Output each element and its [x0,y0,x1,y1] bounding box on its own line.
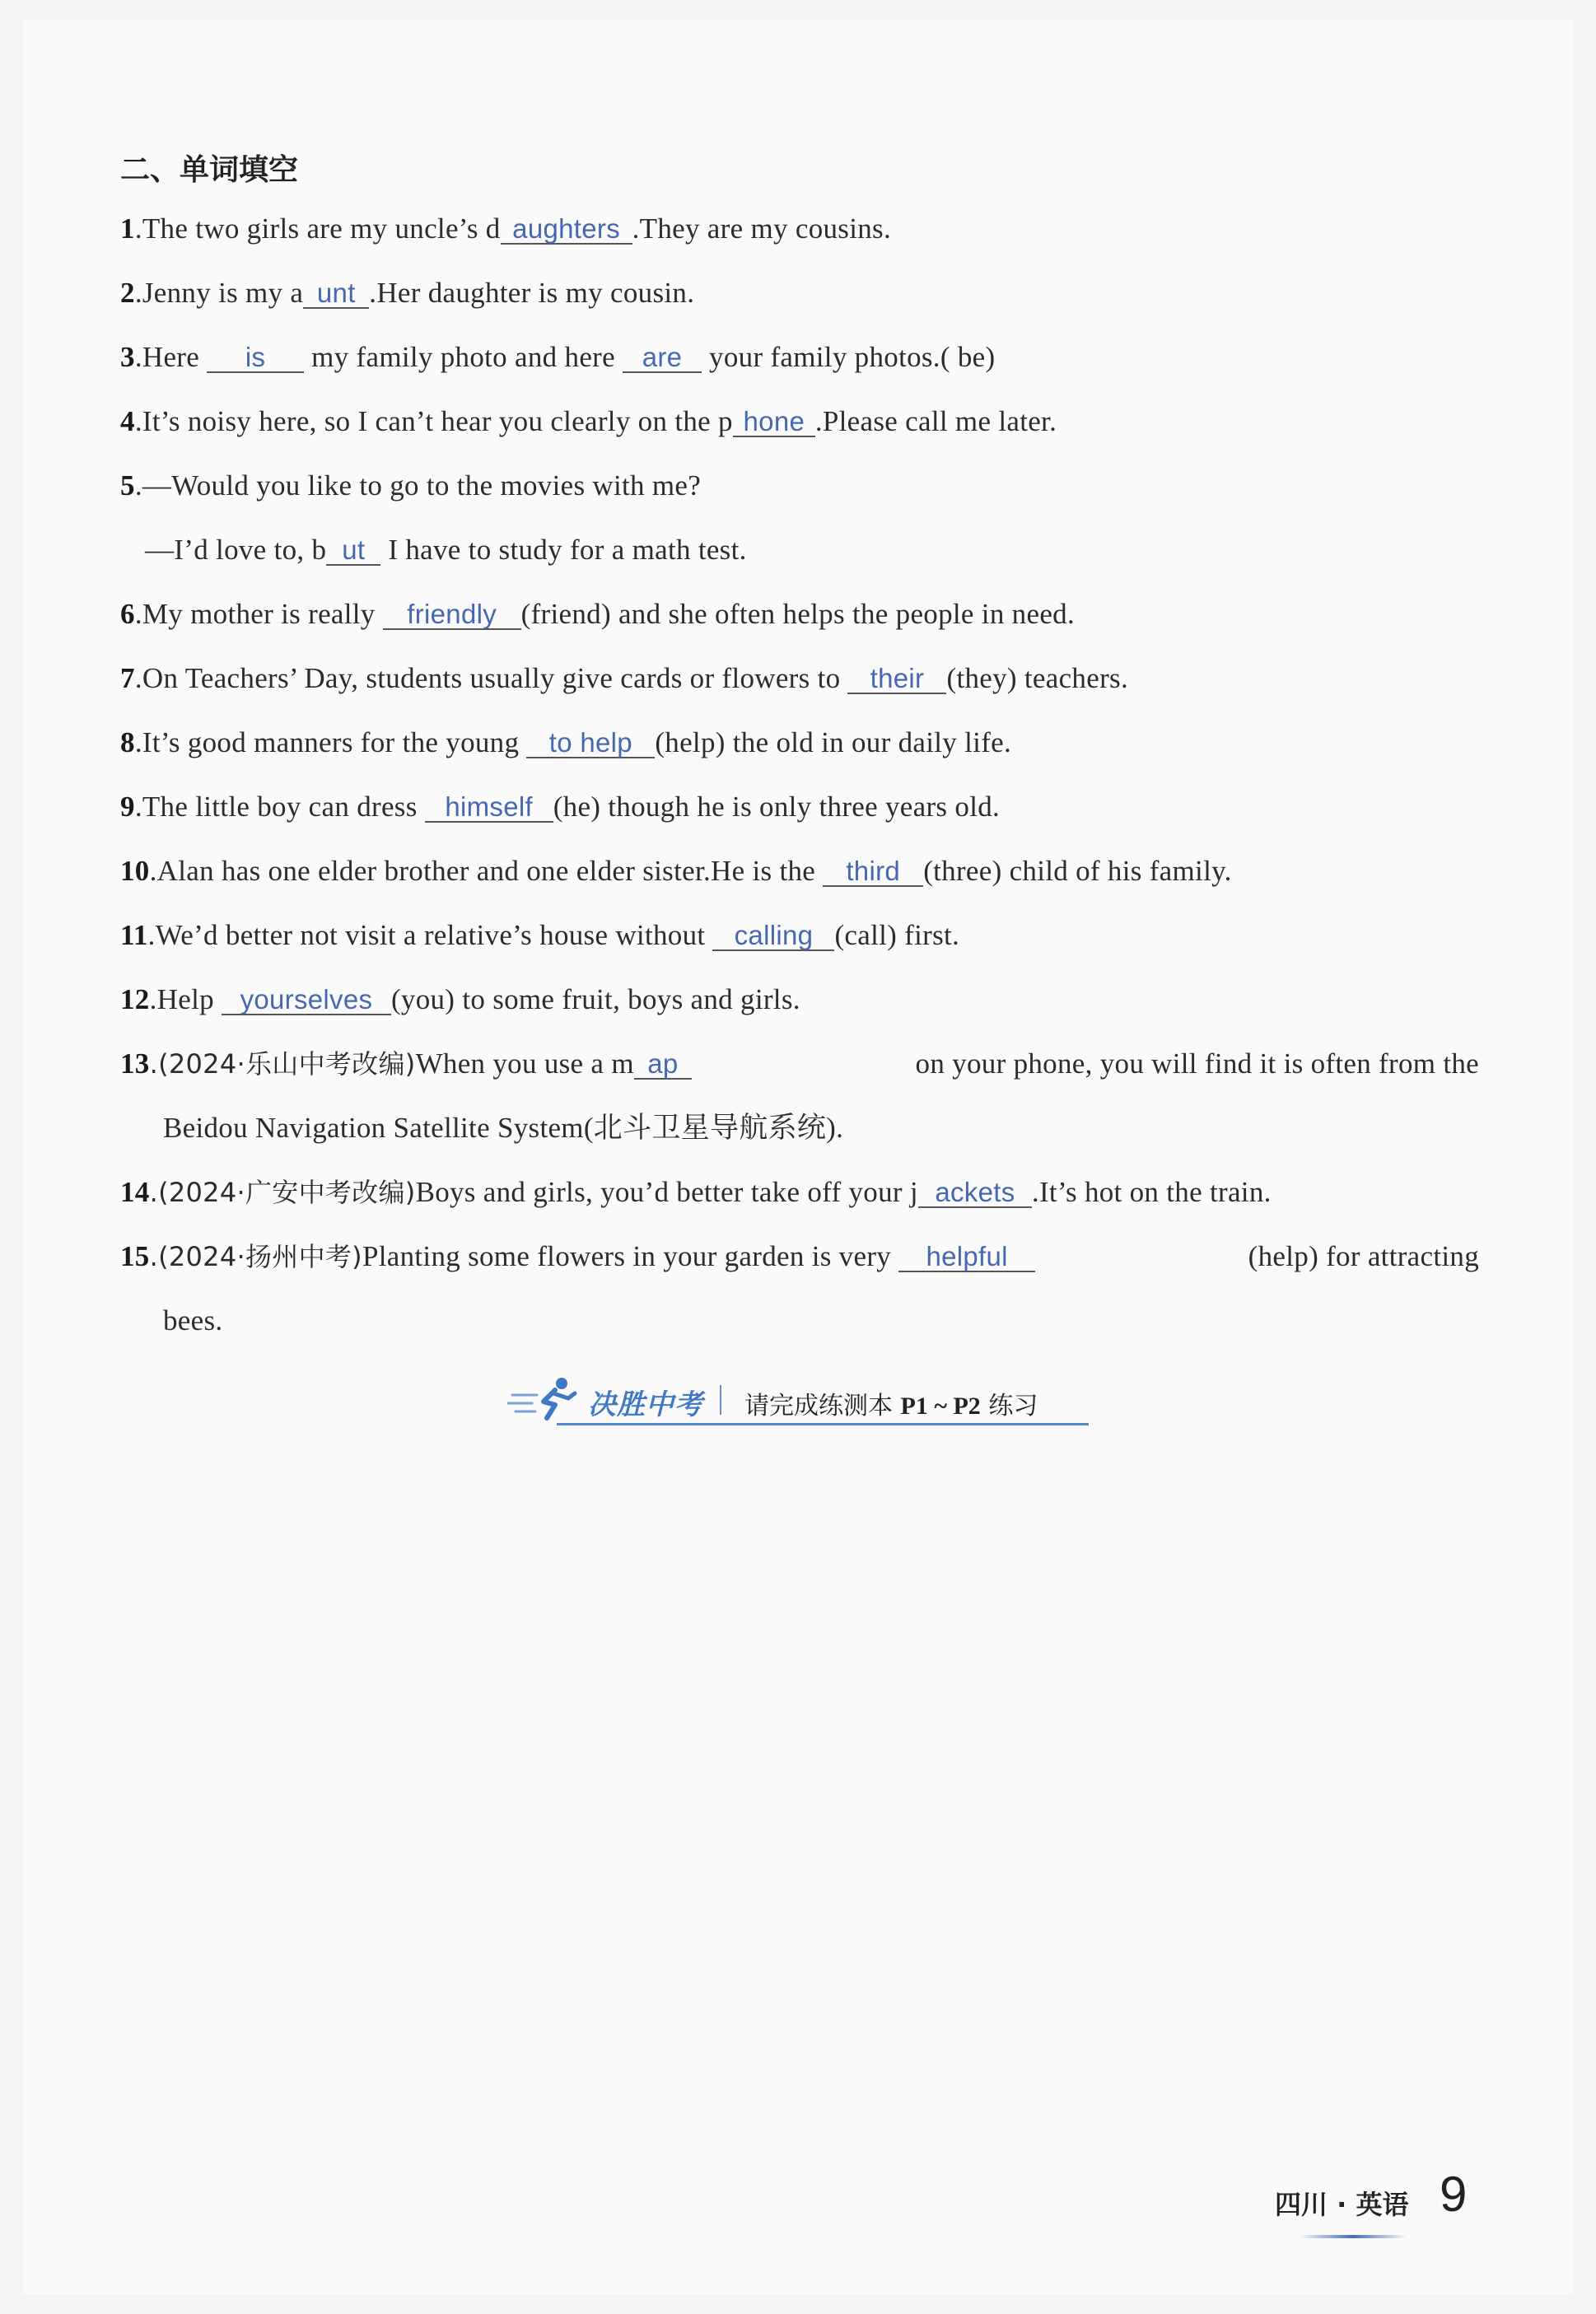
question-10 [120,855,1232,888]
answer-text: ap [647,1048,679,1079]
answer-blank[interactable] [222,986,391,1015]
question-text: .The little boy can dress [134,791,425,823]
question-text: (friend) and she often helps the people in need. [520,598,1075,630]
question-12 [120,983,800,1016]
question-text: .The two girls are my uncle’s d [134,212,501,245]
answer-text: are [642,342,683,372]
footer-label: 四川 · 英语 [1275,2189,1409,2220]
question-text: .Help [149,983,222,1015]
banner-divider [720,1385,721,1415]
answer-text: hone [743,406,805,436]
answer-text: ackets [935,1177,1015,1207]
question-text: .It’s hot on the train. [1031,1176,1272,1208]
answer-text: unt [316,278,356,308]
answer-text: yourselves [240,984,373,1015]
question-text: my family photo and here [304,341,623,373]
question-text: I have to study for a math test. [380,534,747,566]
question-number: 15 [120,1240,150,1272]
question-number: 14 [120,1176,150,1208]
question-number: 1 [120,212,135,245]
question-text: (three) child of his family. [923,855,1232,887]
question-number: 2 [120,277,135,309]
section-title: 二、单词填空 [120,153,299,187]
answer-blank[interactable] [823,857,923,887]
answer-blank[interactable] [898,1243,1035,1272]
question-6 [120,598,1075,631]
question-text: (help) for attracting [1248,1240,1479,1272]
question-number: 7 [120,662,135,694]
question-text: .—Would you like to go to the movies with me? [134,469,702,502]
question-text: When you use a m [415,1047,634,1080]
answer-blank[interactable] [207,343,304,373]
question-number: 4 [120,405,135,437]
question-13-line-2 [163,1112,843,1145]
question-text: .Her daughter is my cousin. [369,277,695,309]
question-text: (they) teachers. [946,662,1128,694]
question-text: your family photos.( be) [702,341,996,373]
question-8 [120,726,1011,759]
question-text: .Alan has one elder brother and one elder sister.He is the [149,855,824,887]
question-text: .They are my cousins. [632,212,892,245]
answer-blank[interactable] [425,793,553,823]
answer-text: friendly [407,599,497,629]
answer-blank[interactable] [712,921,834,951]
banner-text [744,1385,1038,1421]
question-15-line-2 [163,1304,222,1337]
question-text: .It’s noisy here, so I can’t hear you clearly on the p [134,405,733,437]
question-number: 10 [120,855,150,887]
answer-text: helpful [926,1241,1008,1271]
question-source: .(2024·广安中考改编) [149,1177,416,1208]
answer-text: their [870,663,925,693]
question-text: .We’d better not visit a relative’s house without [147,919,713,951]
question-text: (he) though he is only three years old. [553,791,1001,823]
question-text: Beidou Navigation Satellite System(北斗卫星导航系统). [163,1112,844,1144]
question-7 [120,662,1128,695]
answer-blank[interactable] [623,343,702,373]
answer-blank[interactable] [303,279,369,309]
banner-underline [557,1423,1089,1425]
answer-blank[interactable] [847,665,946,694]
banner-pre: 请完成练测本 [744,1392,901,1421]
question-text: .Here [134,341,208,373]
question-text: .On Teachers’ Day, students usually give cards or flowers to [134,662,848,694]
question-5-line-2 [145,534,747,567]
practice-banner [507,1374,1089,1428]
question-number: 8 [120,726,135,758]
question-text: .Jenny is my a [134,277,304,309]
question-number: 5 [120,469,135,502]
question-source: .(2024·乐山中考改编) [149,1048,416,1080]
answer-blank[interactable] [326,536,380,566]
question-number: 9 [120,791,135,823]
question-text: (call) first. [834,919,960,951]
answer-blank[interactable] [918,1178,1032,1208]
answer-blank[interactable] [733,408,815,437]
answer-text: ut [342,534,366,565]
question-1 [120,212,891,245]
answer-blank[interactable] [383,600,521,630]
answer-text: third [846,856,901,886]
question-text: .It’s good manners for the young [134,726,527,758]
banner-logo-text: 决胜中考 [588,1388,703,1421]
answer-text: aughters [512,213,620,244]
answer-text: to help [548,727,632,758]
question-15 [120,1240,1479,1273]
answer-text: is [245,342,266,372]
banner-post: 练习 [980,1392,1038,1421]
question-text: Boys and girls, you’d better take off your j [415,1176,918,1208]
page-number: 9 [1440,2167,1468,2222]
question-number: 13 [120,1047,150,1080]
question-9 [120,791,1000,823]
question-text: on your phone, you will find it is often from the [915,1047,1479,1080]
question-4 [120,405,1057,438]
question-text: bees. [163,1304,223,1337]
question-number: 12 [120,983,150,1015]
question-source: .(2024·扬州中考) [149,1241,362,1272]
question-13 [120,1047,1479,1080]
question-14 [120,1176,1272,1209]
question-text: (help) the old in our daily life. [655,726,1012,758]
question-11 [120,919,959,952]
answer-text: calling [734,920,814,950]
answer-blank[interactable] [634,1050,692,1080]
question-number: 3 [120,341,135,373]
answer-blank[interactable] [526,729,655,758]
question-text: .My mother is really [134,598,383,630]
question-text: .Please call me later. [814,405,1057,437]
footer-decoration [1300,2235,1407,2238]
question-number: 11 [120,919,148,951]
question-text: (you) to some fruit, boys and girls. [390,983,800,1015]
banner-range: P1 ~ P2 [900,1393,981,1420]
question-3 [120,341,995,374]
question-number: 6 [120,598,135,630]
question-text: Planting some flowers in your garden is very [362,1240,899,1272]
answer-text: himself [445,791,533,822]
question-5 [120,469,701,502]
question-text: —I’d love to, b [145,534,327,566]
question-2 [120,277,694,310]
answer-blank[interactable] [501,215,632,245]
